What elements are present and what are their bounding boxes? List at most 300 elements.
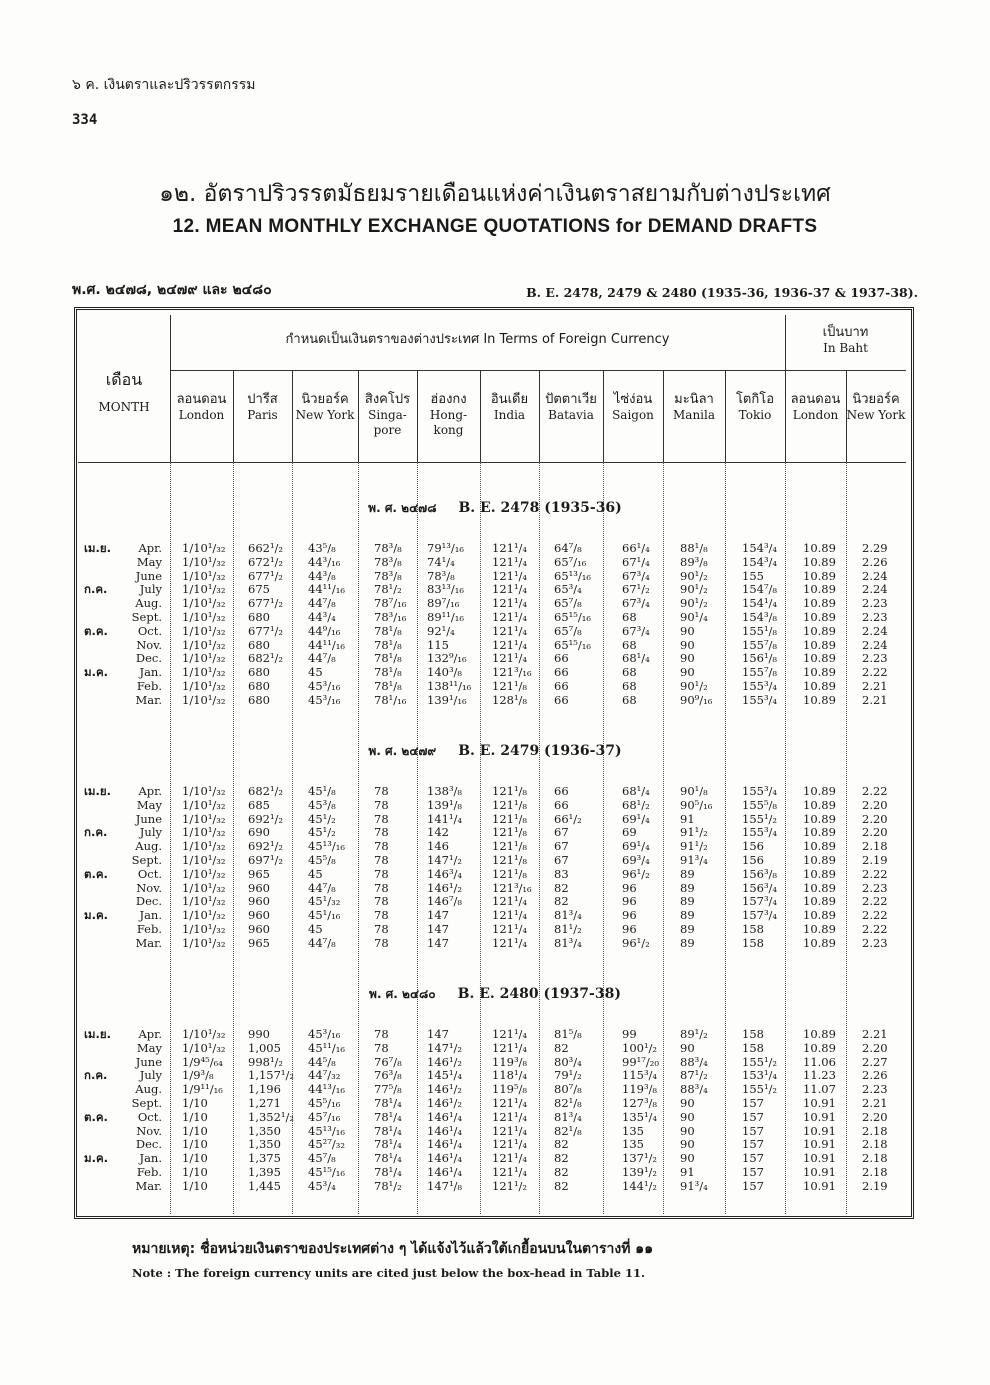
rate-cell: 675 xyxy=(248,582,270,597)
rate-cell: 142 xyxy=(427,825,449,840)
table-row xyxy=(0,1056,990,1069)
rate-cell: 88³/₄ xyxy=(680,1054,708,1069)
month-thai-cell: ต.ค. xyxy=(84,1109,108,1124)
rate-cell: 1/10¹/₃₂ xyxy=(182,568,226,583)
column-header-thai: นิวยอร์ค xyxy=(301,392,349,407)
month-cell: Sept. xyxy=(131,1096,162,1110)
rate-cell: 10.89 xyxy=(803,797,836,812)
rate-cell: 1/10¹/₃₂ xyxy=(182,935,226,950)
rate-cell: 45 xyxy=(308,665,323,680)
rate-cell: 10.89 xyxy=(803,880,836,895)
rate-cell: 90 xyxy=(680,1040,695,1055)
rate-cell: 10.89 xyxy=(803,665,836,680)
rate-cell: 10.91 xyxy=(803,1096,836,1110)
month-header: เดือน MONTH xyxy=(98,370,150,414)
rate-cell: 1,196 xyxy=(248,1082,281,1097)
note-english: Note : The foreign currency units are cited just below the box-head in Table 11. xyxy=(132,1266,645,1280)
rate-cell: 10.89 xyxy=(803,623,836,638)
table-row xyxy=(0,611,990,624)
rate-cell: 10.89 xyxy=(803,922,836,936)
month-cell: Feb. xyxy=(136,679,162,693)
rate-cell: 89 xyxy=(680,894,695,909)
rate-cell: 96 xyxy=(622,922,637,936)
rate-cell: 115 xyxy=(427,637,449,652)
rate-cell: 960 xyxy=(248,908,270,923)
rate-cell: 78¹/₈ xyxy=(374,665,402,680)
rate-cell: 10.89 xyxy=(803,894,836,909)
rate-cell: 67¹/₂ xyxy=(622,582,650,597)
table-row xyxy=(0,868,990,881)
rate-cell: 1/10¹/₃₂ xyxy=(182,866,226,881)
rate-cell: 118¹/₄ xyxy=(492,1068,528,1083)
rate-cell: 155³/₄ xyxy=(742,825,778,840)
rate-cell: 45³/₄ xyxy=(308,1178,336,1193)
rate-cell: 68¹/₄ xyxy=(622,651,650,666)
rate-cell: 78¹/₄ xyxy=(374,1137,402,1152)
rate-cell: 121¹/₄ xyxy=(492,935,528,950)
rate-cell: 96 xyxy=(622,880,637,895)
month-cell: Mar. xyxy=(135,692,162,707)
rate-cell: 82 xyxy=(554,1165,569,1179)
rate-cell: 1/10¹/₃₂ xyxy=(182,582,226,597)
rate-cell: 140³/₈ xyxy=(427,665,463,680)
rate-cell: 89¹¹/₁₆ xyxy=(427,610,464,624)
column-header-thai: ฮ่องกง xyxy=(430,392,467,407)
rate-cell: 69³/₄ xyxy=(622,853,650,867)
month-cell: Sept. xyxy=(131,610,162,624)
rate-cell: 672¹/₂ xyxy=(248,554,284,569)
rate-cell: 44¹³/₁₆ xyxy=(308,1082,345,1097)
rate-cell: 158 xyxy=(742,1040,764,1055)
rate-cell: 82 xyxy=(554,1178,569,1193)
month-cell: Dec. xyxy=(135,1137,162,1152)
rate-cell: 96¹/₂ xyxy=(622,866,650,881)
rate-cell: 68 xyxy=(622,679,637,693)
rate-cell: 154¹/₄ xyxy=(742,596,778,611)
rate-cell: 115³/₄ xyxy=(622,1068,658,1083)
column-header-thai: นิวยอร์ค xyxy=(852,392,900,407)
rate-cell: 121¹/₄ xyxy=(492,1137,528,1152)
group-header-foreign: กำหนดเป็นเงินตราของต่างประเทศ In Terms of Foreign Currency xyxy=(285,332,670,347)
rate-cell: 90¹/₄ xyxy=(680,610,708,624)
page-number: 334 xyxy=(72,112,98,128)
rate-cell: 1/10¹/₃₂ xyxy=(182,908,226,923)
rate-cell: 65⁷/₈ xyxy=(554,596,582,611)
column-header-thai: สิงคโปร xyxy=(364,392,411,407)
rate-cell: 66¹/₂ xyxy=(554,811,582,826)
section-heading xyxy=(0,985,990,1004)
table-row xyxy=(0,1042,990,1055)
group-header-baht: เป็นบาท In Baht xyxy=(822,325,869,356)
rate-cell: 139¹/₁₆ xyxy=(427,692,467,707)
rate-cell: 80³/₄ xyxy=(554,1054,582,1069)
rate-cell: 2.20 xyxy=(862,1109,888,1124)
rate-cell: 78³/₈ xyxy=(374,554,402,569)
rate-cell: 135 xyxy=(622,1137,644,1152)
rate-cell: 45 xyxy=(308,922,323,936)
rate-cell: 66 xyxy=(554,797,569,812)
rate-cell: 158 xyxy=(742,1027,764,1041)
table-row xyxy=(0,923,990,936)
rate-cell: 2.18 xyxy=(862,1165,888,1179)
table-row xyxy=(0,639,990,652)
month-thai-cell: เม.ย. xyxy=(84,1027,111,1041)
rate-cell: 2.19 xyxy=(862,853,888,867)
rate-cell: 121¹/₄ xyxy=(492,582,528,597)
rate-cell: 154⁷/₈ xyxy=(742,582,778,597)
table-row xyxy=(0,625,990,638)
rate-cell: 680 xyxy=(248,637,270,652)
rate-cell: 146¹/₂ xyxy=(427,880,463,895)
table-row xyxy=(0,556,990,569)
rate-cell: 66 xyxy=(554,651,569,666)
column-header xyxy=(358,392,417,438)
rate-cell: 121¹/₈ xyxy=(492,797,528,812)
rate-cell: 156 xyxy=(742,853,764,867)
rate-cell: 157 xyxy=(742,1151,764,1166)
month-thai-cell: เม.ย. xyxy=(84,541,111,555)
rate-cell: 119³/₈ xyxy=(492,1054,528,1069)
rate-cell: 100¹/₂ xyxy=(622,1040,658,1055)
rate-cell: 121¹/₈ xyxy=(492,825,528,840)
rate-cell: 65³/₄ xyxy=(554,582,582,597)
rate-cell: 2.21 xyxy=(862,1027,888,1041)
table-row xyxy=(0,694,990,707)
rate-cell: 67³/₄ xyxy=(622,568,650,583)
rate-cell: 2.24 xyxy=(862,637,888,652)
column-header-english: Singa-pore xyxy=(368,408,407,438)
column-header-thai: อินเดีย xyxy=(490,392,529,407)
rate-cell: 45⁷/₁₆ xyxy=(308,1109,341,1124)
column-header-thai: ลอนดอน xyxy=(790,392,841,407)
rate-cell: 45¹/₃₂ xyxy=(308,894,341,909)
rate-cell: 1/10¹/₃₂ xyxy=(182,894,226,909)
rate-cell: 82 xyxy=(554,1040,569,1055)
month-cell: Sept. xyxy=(131,853,162,867)
table-row xyxy=(0,597,990,610)
month-cell: Aug. xyxy=(135,596,162,611)
title-thai: ๑๒. อัตราปริวรรตมัธยมรายเดือนแห่งค่าเงินตราสยามกับต่างประเทศ xyxy=(159,181,831,207)
rate-cell: 1/10 xyxy=(182,1151,208,1166)
rate-cell: 155⁷/₈ xyxy=(742,637,778,652)
rate-cell: 157 xyxy=(742,1165,764,1179)
rate-cell: 2.19 xyxy=(862,1178,888,1193)
month-cell: May xyxy=(136,797,162,812)
rate-cell: 2.24 xyxy=(862,582,888,597)
rate-cell: 155¹/₂ xyxy=(742,811,778,826)
rate-cell: 78¹/₄ xyxy=(374,1151,402,1166)
column-header-thai: ไซ่ง่อน xyxy=(613,392,653,407)
rate-cell: 155¹/₂ xyxy=(742,1082,778,1097)
rate-cell: 91³/₄ xyxy=(680,1178,708,1193)
rate-cell: 45¹⁵/₁₆ xyxy=(308,1165,345,1179)
rate-cell: 2.21 xyxy=(862,692,888,707)
rate-cell: 692¹/₂ xyxy=(248,839,284,854)
rate-cell: 157 xyxy=(742,1137,764,1152)
rate-cell: 90⁵/₁₆ xyxy=(680,797,713,812)
rate-cell: 78 xyxy=(374,797,389,812)
rate-cell: 121¹/₂ xyxy=(492,1178,528,1193)
rate-cell: 156³/₈ xyxy=(742,866,778,881)
rate-cell: 2.26 xyxy=(862,554,888,569)
section-heading-english: B. E. 2479 (1936-37) xyxy=(458,743,622,759)
rate-cell: 91³/₄ xyxy=(680,853,708,867)
rate-cell: 82 xyxy=(554,1137,569,1152)
column-header xyxy=(539,392,603,423)
rate-cell: 155³/₄ xyxy=(742,679,778,693)
rate-cell: 157 xyxy=(742,1109,764,1124)
rate-cell: 10.89 xyxy=(803,637,836,652)
rate-cell: 10.89 xyxy=(803,679,836,693)
rate-cell: 44³/₄ xyxy=(308,610,336,624)
rate-cell: 144¹/₂ xyxy=(622,1178,658,1193)
column-header-thai: ลอนดอน xyxy=(176,392,227,407)
rate-cell: 78³/₈ xyxy=(427,568,455,583)
month-cell: Oct. xyxy=(137,623,162,638)
rate-cell: 1,005 xyxy=(248,1040,281,1055)
rate-cell: 11.23 xyxy=(803,1068,836,1083)
month-cell: Oct. xyxy=(137,866,162,881)
subtitle-english: B. E. 2478, 2479 & 2480 (1935-36, 1936-37 & 1937-38). xyxy=(526,285,918,300)
rate-cell: 682¹/₂ xyxy=(248,651,284,666)
rate-cell: 90¹/₈ xyxy=(680,784,708,798)
rate-cell: 121¹/₄ xyxy=(492,922,528,936)
month-cell: Dec. xyxy=(135,651,162,666)
rate-cell: 78¹/₈ xyxy=(374,679,402,693)
month-cell: Dec. xyxy=(135,894,162,909)
rate-cell: 78¹/₈ xyxy=(374,623,402,638)
rate-cell: 78 xyxy=(374,1040,389,1055)
rate-cell: 90 xyxy=(680,623,695,638)
rate-cell: 146¹/₄ xyxy=(427,1151,463,1166)
rate-cell: 138³/₈ xyxy=(427,784,463,798)
rate-cell: 157³/₄ xyxy=(742,894,778,909)
column-header xyxy=(785,392,846,423)
rate-cell: 1/10¹/₃₂ xyxy=(182,797,226,812)
table-row xyxy=(0,937,990,950)
rate-cell: 66 xyxy=(554,692,569,707)
section-heading-english: B. E. 2480 (1937-38) xyxy=(457,986,621,1002)
rate-cell: 2.23 xyxy=(862,1082,888,1097)
rate-cell: 685 xyxy=(248,797,270,812)
month-cell: Oct. xyxy=(137,1109,162,1124)
column-header-english: New York xyxy=(295,408,355,423)
rate-cell: 69¹/₄ xyxy=(622,811,650,826)
section-heading-thai: พ. ศ. ๒๔๗๙ xyxy=(368,744,437,758)
rate-cell: 1/10¹/₃₂ xyxy=(182,784,226,798)
rate-cell: 65⁷/₈ xyxy=(554,623,582,638)
rate-cell: 10.89 xyxy=(803,610,836,624)
rate-cell: 78¹/₄ xyxy=(374,1096,402,1110)
rate-cell: 78¹/₈ xyxy=(374,651,402,666)
month-thai-cell: ม.ค. xyxy=(84,908,109,923)
running-head: ๖ ค. เงินตราและปริวรรตกรรม xyxy=(72,77,256,93)
rate-cell: 135 xyxy=(622,1123,644,1138)
rate-cell: 78¹/₈ xyxy=(374,637,402,652)
rate-cell: 45¹³/₁₆ xyxy=(308,839,345,854)
rate-cell: 82¹/₈ xyxy=(554,1096,582,1110)
rate-cell: 147¹/₂ xyxy=(427,1040,463,1055)
rate-cell: 10.91 xyxy=(803,1165,836,1179)
rate-cell: 2.23 xyxy=(862,935,888,950)
rate-cell: 121¹/₄ xyxy=(492,637,528,652)
month-cell: Nov. xyxy=(136,880,162,895)
rate-cell: 146¹/₂ xyxy=(427,1096,463,1110)
rate-cell: 44¹¹/₁₆ xyxy=(308,637,345,652)
rate-cell: 66 xyxy=(554,784,569,798)
rate-cell: 677¹/₂ xyxy=(248,623,284,638)
rate-cell: 965 xyxy=(248,866,270,881)
rate-cell: 76⁷/₈ xyxy=(374,1054,402,1069)
rate-cell: 1/9¹¹/₁₆ xyxy=(182,1082,223,1097)
rate-cell: 11.06 xyxy=(803,1054,836,1069)
rate-cell: 45⁵/₈ xyxy=(308,853,336,867)
column-header xyxy=(170,392,233,423)
table-row xyxy=(0,1152,990,1165)
rate-cell: 677¹/₂ xyxy=(248,568,284,583)
rate-cell: 99¹⁷/₂₀ xyxy=(622,1054,659,1069)
rate-cell: 2.18 xyxy=(862,1151,888,1166)
rate-cell: 121¹/₄ xyxy=(492,651,528,666)
rate-cell: 78³/₈ xyxy=(374,541,402,555)
rate-cell: 121¹/₄ xyxy=(492,1109,528,1124)
rate-cell: 44³/₈ xyxy=(308,568,336,583)
rate-cell: 78 xyxy=(374,1027,389,1041)
rate-cell: 680 xyxy=(248,679,270,693)
rate-cell: 1,395 xyxy=(248,1165,281,1179)
rate-cell: 2.20 xyxy=(862,797,888,812)
rate-cell: 45³/₁₆ xyxy=(308,692,341,707)
column-header-english: Manila xyxy=(673,408,715,423)
rate-cell: 2.29 xyxy=(862,541,888,555)
rate-cell: 45¹/₈ xyxy=(308,784,336,798)
rate-cell: 2.20 xyxy=(862,1040,888,1055)
rate-cell: 45¹/₁₆ xyxy=(308,908,341,923)
rate-cell: 80⁷/₈ xyxy=(554,1082,582,1097)
rate-cell: 90 xyxy=(680,1096,695,1110)
rate-cell: 91¹/₂ xyxy=(680,825,708,840)
rate-cell: 90 xyxy=(680,1109,695,1124)
rate-cell: 1/10¹/₃₂ xyxy=(182,623,226,638)
rate-cell: 121¹/₄ xyxy=(492,1151,528,1166)
rate-cell: 88¹/₈ xyxy=(680,541,708,555)
month-cell: May xyxy=(136,554,162,569)
rate-cell: 697¹/₂ xyxy=(248,853,284,867)
rate-cell: 44⁵/₈ xyxy=(308,1054,336,1069)
rate-cell: 1/10¹/₃₂ xyxy=(182,880,226,895)
rate-cell: 1/9³/₈ xyxy=(182,1068,214,1083)
rate-cell: 146¹/₄ xyxy=(427,1165,463,1179)
rate-cell: 10.91 xyxy=(803,1109,836,1124)
rate-cell: 45³/₁₆ xyxy=(308,679,341,693)
rate-cell: 157 xyxy=(742,1178,764,1193)
rate-cell: 11.07 xyxy=(803,1082,836,1097)
rate-cell: 121¹/₄ xyxy=(492,1027,528,1041)
table-row xyxy=(0,1180,990,1193)
column-header xyxy=(417,392,480,438)
rate-cell: 132⁹/₁₆ xyxy=(427,651,467,666)
rate-cell: 89¹/₂ xyxy=(680,1027,708,1041)
table-row xyxy=(0,799,990,812)
rate-cell: 157 xyxy=(742,1123,764,1138)
rate-cell: 155⁷/₈ xyxy=(742,665,778,680)
rate-cell: 1/10 xyxy=(182,1096,208,1110)
table-row xyxy=(0,1125,990,1138)
rate-cell: 69¹/₄ xyxy=(622,839,650,854)
rate-cell: 69 xyxy=(622,825,637,840)
rate-cell: 1/10¹/₃₂ xyxy=(182,554,226,569)
column-header-english: Hong-kong xyxy=(429,408,468,438)
rate-cell: 2.23 xyxy=(862,596,888,611)
rate-cell: 2.21 xyxy=(862,679,888,693)
rate-cell: 78 xyxy=(374,839,389,854)
rate-cell: 146¹/₄ xyxy=(427,1109,463,1124)
rate-cell: 78¹/₁₆ xyxy=(374,692,407,707)
rate-cell: 157³/₄ xyxy=(742,908,778,923)
rate-cell: 156 xyxy=(742,839,764,854)
section-heading xyxy=(0,499,990,518)
rate-cell: 2.22 xyxy=(862,665,888,680)
rate-cell: 45⁵/₁₆ xyxy=(308,1096,341,1110)
table-row xyxy=(0,680,990,693)
rate-cell: 78 xyxy=(374,935,389,950)
rate-cell: 128¹/₈ xyxy=(492,692,528,707)
rate-cell: 90¹/₂ xyxy=(680,596,708,611)
rate-cell: 81⁵/₈ xyxy=(554,1027,582,1041)
column-header xyxy=(663,392,725,423)
rate-cell: 45¹/₂ xyxy=(308,811,336,826)
column-header xyxy=(603,392,663,423)
table-row xyxy=(0,1083,990,1096)
rate-cell: 680 xyxy=(248,665,270,680)
rate-cell: 121¹/₄ xyxy=(492,554,528,569)
rate-cell: 145¹/₄ xyxy=(427,1068,463,1083)
month-cell: Jan. xyxy=(139,908,162,923)
rate-cell: 78 xyxy=(374,784,389,798)
rate-cell: 154³/₄ xyxy=(742,554,778,569)
month-thai-cell: ต.ค. xyxy=(84,866,108,881)
rate-cell: 121¹/₈ xyxy=(492,853,528,867)
rate-cell: 67³/₄ xyxy=(622,596,650,611)
month-cell: Nov. xyxy=(136,637,162,652)
rate-cell: 99 xyxy=(622,1027,637,1041)
table-row xyxy=(0,542,990,555)
rate-cell: 1/10¹/₃₂ xyxy=(182,853,226,867)
rate-cell: 10.91 xyxy=(803,1178,836,1193)
column-header xyxy=(292,392,358,423)
rate-cell: 91 xyxy=(680,1165,695,1179)
rate-cell: 2.23 xyxy=(862,610,888,624)
rate-cell: 1,375 xyxy=(248,1151,281,1166)
rate-cell: 78³/₁₆ xyxy=(374,610,407,624)
rate-cell: 10.89 xyxy=(803,908,836,923)
rate-cell: 146⁷/₈ xyxy=(427,894,463,909)
column-header-english: India xyxy=(493,408,526,423)
rate-cell: 82 xyxy=(554,894,569,909)
rate-cell: 139¹/₂ xyxy=(622,1165,658,1179)
rate-cell: 44⁹/₁₆ xyxy=(308,623,341,638)
rate-cell: 1/10¹/₃₂ xyxy=(182,541,226,555)
column-header-thai: โตกิโอ xyxy=(735,392,775,407)
month-cell: Mar. xyxy=(135,935,162,950)
month-thai-cell: ม.ค. xyxy=(84,1151,109,1166)
column-header-english: Saigon xyxy=(612,408,654,423)
rate-cell: 81³/₄ xyxy=(554,1109,582,1124)
rate-cell: 139¹/₈ xyxy=(427,797,463,812)
rate-cell: 67³/₄ xyxy=(622,623,650,638)
rate-cell: 89⁷/₁₆ xyxy=(427,596,460,611)
section-heading-english: B. E. 2478 (1935-36) xyxy=(458,500,622,516)
